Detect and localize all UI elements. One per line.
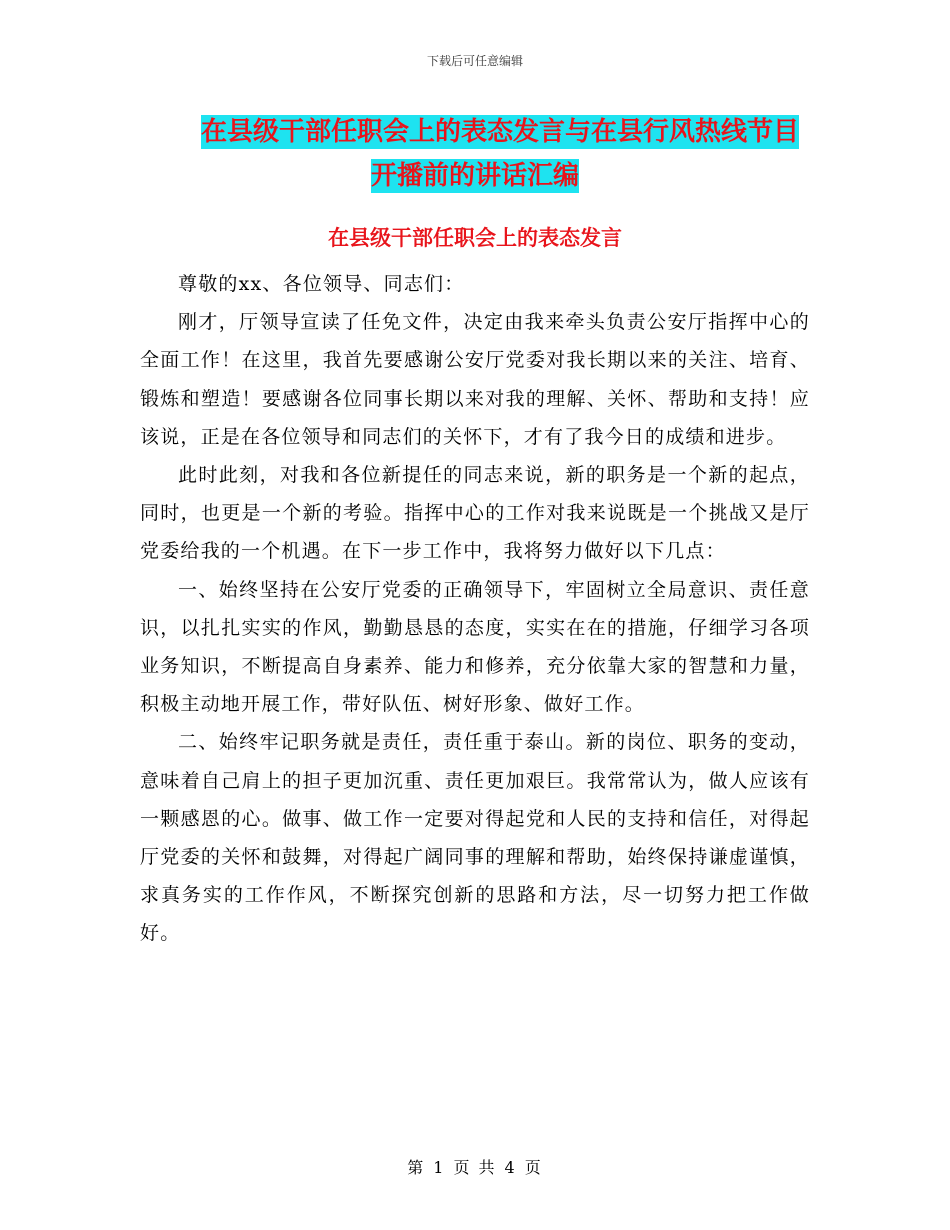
page-number: 1 <box>433 1158 446 1177</box>
paragraph: 二、始终牢记职务就是责任，责任重于泰山。新的岗位、职务的变动，意味着自己肩上的担子更加沉重、责任更加艰巨。我常常认为，做人应该有一颗感恩的心。做事、做工作一定要对得起党和人民的支持和信任，对得起厅党委的关怀和鼓舞，对得起广阔同事的理解和帮助，始终保持谦虚谨慎，求真务实的工作作风，不断探究创新的思路和方法，尽一切努力把工作做好。 <box>140 731 810 945</box>
paragraph: 此时此刻，对我和各位新提任的同志来说，新的职务是一个新的起点，同时，也更是一个新的考验。指挥中心的工作对我来说既是一个挑战又是厅党委给我的一个机遇。在下一步工作中，我将努力做好以下几点： <box>140 464 810 563</box>
footer-middle: 页 共 <box>453 1158 497 1177</box>
paragraph: 一、始终坚持在公安厅党委的正确领导下，牢固树立全局意识、责任意识，以扎扎实实的作风，勤勤恳恳的态度，实实在在的措施，仔细学习各项业务知识，不断提高自身素养、能力和修养，充分依靠大家的智慧和力量，积极主动地开展工作，带好队伍、树好形象、做好工作。 <box>140 578 810 716</box>
paragraph: 刚才，厅领导宣读了任免文件，决定由我来牵头负责公安厅指挥中心的全面工作！在这里，我首先要感谢公安厅党委对我长期以来的关注、培育、锻炼和塑造！要感谢各位同事长期以来对我的理解、关怀、帮助和支持！应该说，正是在各位领导和同志们的关怀下，才有了我今日的成绩和进步。 <box>140 311 810 448</box>
title-line-2: 开播前的讲话汇编 <box>370 161 579 191</box>
header-note: 下载后可任意编辑 <box>426 54 523 68</box>
section-title: 在县级干部任职会上的表态发言 <box>328 226 622 250</box>
paragraph-salutation: 尊敬的xx、各位领导、同志们： <box>178 273 465 295</box>
document-body <box>140 265 810 953</box>
footer-suffix: 页 <box>524 1158 543 1177</box>
page-footer <box>0 1155 950 1178</box>
title-line-1: 在县级干部任职会上的表态发言与在县行风热线节目 <box>200 117 799 147</box>
document-title <box>0 110 950 198</box>
footer-prefix: 第 <box>407 1158 426 1177</box>
page-total: 4 <box>504 1158 517 1177</box>
